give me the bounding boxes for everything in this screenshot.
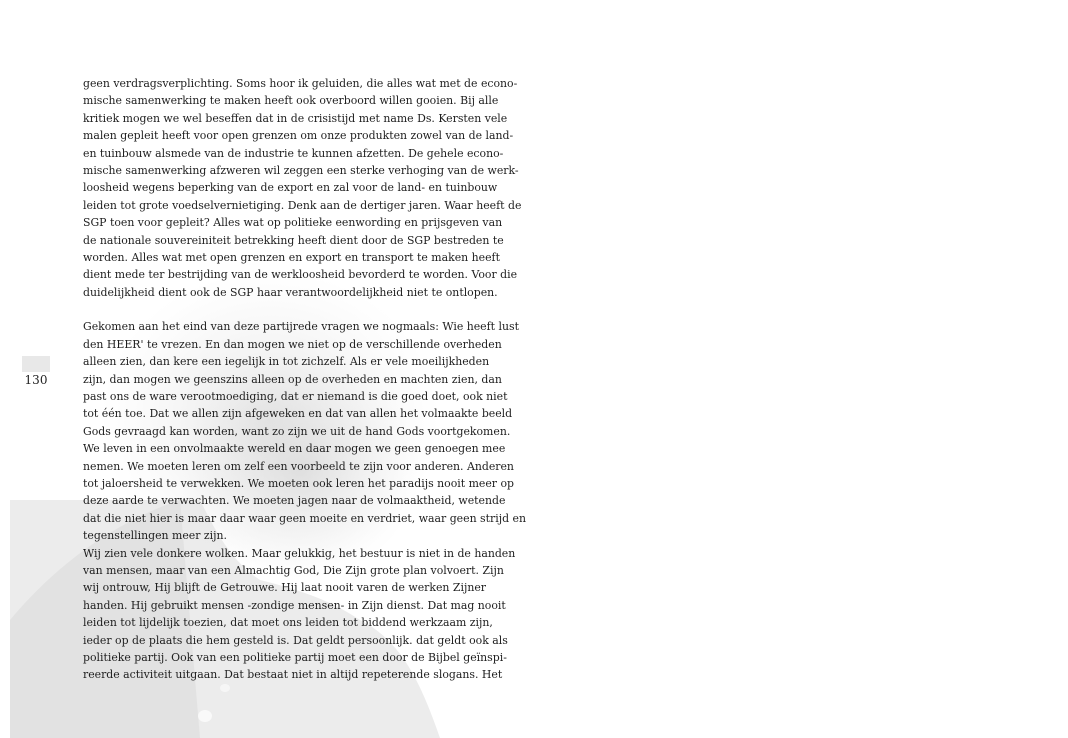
text-line: van mensen, maar van een Almachtig God, Die Zijn grote plan volvoert. Zijn — [83, 563, 504, 577]
text-line: malen gepleit heeft voor open grenzen om onze produkten zowel van de land- — [83, 129, 514, 143]
paragraph — [83, 75, 522, 301]
text-line: SGP toen voor gepleit? Alles wat op politieke eenwording en prijsgeven van — [83, 216, 503, 230]
page-number: 130 — [22, 372, 50, 388]
text-line: politieke partij. Ook van een politieke partij moet een door de Bijbel geïnspi- — [83, 650, 507, 664]
text-line: Gods gevraagd kan worden, want zo zijn we uit de hand Gods voortgekomen. — [83, 424, 511, 438]
text-line: dat die niet hier is maar daar waar geen moeite en verdriet, waar geen strijd en — [83, 511, 526, 525]
text-line: dient mede ter bestrijding van de werkloosheid bevorderd te worden. Voor die — [83, 268, 518, 282]
text-line: worden. Alles wat met open grenzen en export en transport te maken heeft — [83, 250, 500, 264]
text-line: tot jaloersheid te verwekken. We moeten ook leren het paradijs nooit meer op — [83, 476, 515, 490]
text-line: loosheid wegens beperking van de export en zal voor de land- en tuinbouw — [83, 181, 498, 195]
text-line: leiden tot grote voedselvernietiging. Denk aan de dertiger jaren. Waar heeft de — [83, 198, 522, 212]
text-line: Wij zien vele donkere wolken. Maar gelukkig, het bestuur is niet in de handen — [83, 546, 516, 560]
text-line: alleen zien, dan kere een iegelijk in tot zichzelf. Als er vele moeilijkheden — [83, 355, 490, 369]
text-line: reerde activiteit uitgaan. Dat bestaat niet in altijd repeterende slogans. Het — [83, 668, 503, 682]
text-line: mische samenwerking afzweren wil zeggen een sterke verhoging van de werk- — [83, 163, 519, 177]
text-line: geen verdragsverplichting. Soms hoor ik geluiden, die alles wat met de econo- — [83, 77, 518, 90]
text-line: Gekomen aan het eind van deze partijrede vragen we nogmaals: Wie heeft lust — [83, 320, 519, 334]
paragraph — [83, 545, 516, 684]
text-line: tot één toe. Dat we allen zijn afgeweken en dat van allen het volmaakte beeld — [83, 407, 513, 421]
text-line: tegenstellingen meer zijn. — [83, 529, 227, 543]
text-line: zijn, dan mogen we geenszins alleen op de overheden en machten zien, dan — [83, 372, 502, 386]
portrait-highlight-2 — [220, 684, 230, 692]
text-line: We leven in een onvolmaakte wereld en daar mogen we geen genoegen mee — [83, 442, 506, 456]
text-line: duidelijkheid dient ook de SGP haar verantwoordelijkheid niet te ontlopen. — [83, 285, 498, 299]
text-line: leiden tot lijdelijk toezien, dat moet ons leiden tot biddend werkzaam zijn, — [83, 616, 493, 630]
text-line: past ons de ware verootmoediging, dat er niemand is die goed doet, ook niet — [83, 390, 508, 404]
text-line: ieder op de plaats die hem gesteld is. Dat geldt persoonlijk. dat geldt ook als — [83, 633, 508, 647]
text-line: den HEER' te vrezen. En dan mogen we niet op de verschillende overheden — [83, 337, 502, 351]
text-line: handen. Hij gebruikt mensen -zondige mensen- in Zijn dienst. Dat mag nooit — [83, 598, 506, 612]
text-line: wij ontrouw, Hij blijft de Getrouwe. Hij laat nooit varen de werken Zijner — [83, 581, 487, 595]
text-line: de nationale souvereiniteit betrekking heeft dient door de SGP bestreden te — [83, 233, 504, 247]
text-line: deze aarde te verwachten. We moeten jagen naar de volmaaktheid, wetende — [83, 494, 506, 508]
body-text-column — [83, 75, 526, 684]
paragraph — [83, 318, 526, 544]
text-line: mische samenwerking te maken heeft ook overboord willen gooien. Bij alle — [83, 94, 499, 108]
portrait-highlight — [198, 710, 212, 722]
text-line: nemen. We moeten leren om zelf een voorbeeld te zijn voor anderen. Anderen — [83, 459, 514, 473]
text-line: kritiek mogen we wel beseffen dat in de crisistijd met name Ds. Kersten vele — [83, 111, 508, 125]
text-line: en tuinbouw alsmede van de industrie te kunnen afzetten. De gehele econo- — [83, 146, 504, 160]
